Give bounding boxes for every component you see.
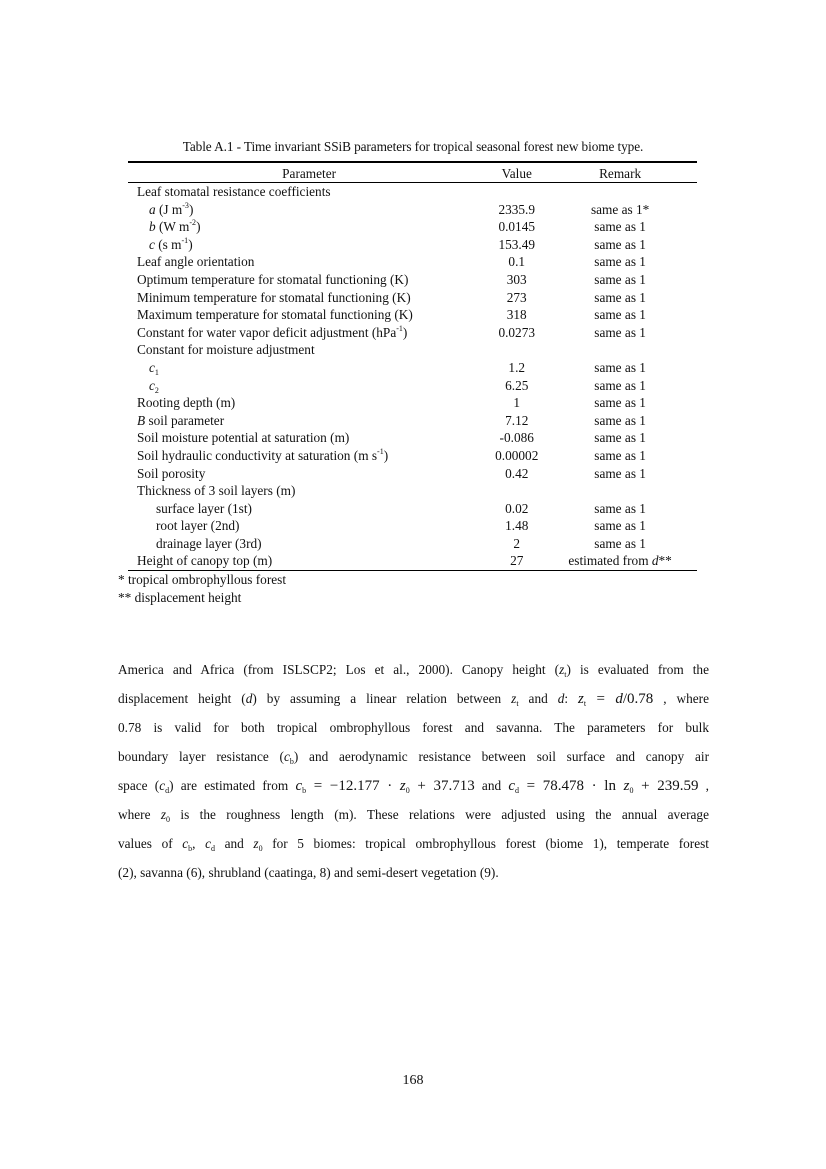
- row-param: Soil hydraulic conductivity at saturation (m $s^{-1}$): [137, 446, 389, 463]
- table-caption: Table A.1 - Time invariant SSiB parameters for tropical seasonal forest new biome type.: [182, 139, 644, 154]
- row-remark: same as 1: [594, 254, 646, 270]
- footnote: ** displacement height: [118, 590, 242, 605]
- header-parameter: Parameter: [282, 166, 337, 181]
- row-param: Height of canopy top (m): [137, 553, 273, 569]
- paragraph-line: space $(c_d)$ are estimated from $c_b = -12.177 \cdot z_0 + 37.713$ and $c_d = 78.478 \cdot \ln z_0 + 239.59$ ,: [118, 778, 709, 795]
- page-number: 168: [402, 1073, 424, 1088]
- row-remark: same as 1: [594, 412, 646, 428]
- equation-cd: $c_d = 78.478 \cdot \ln z_0 + 239.59$: [508, 778, 699, 795]
- table-row: [128, 359, 697, 377]
- paragraph-line: America and Africa (from ISLSCP2; Los et al., 2000). Canopy height $(z_t)$ is evaluated from the: [118, 662, 709, 679]
- row-param: a (J $m^{-3}$): [149, 200, 194, 217]
- row-value: 318: [506, 307, 527, 323]
- row-param: B soil parameter: [137, 412, 225, 428]
- row-param: root layer (2nd): [156, 518, 240, 534]
- row-param: b (W $m^{-2}$): [149, 218, 201, 235]
- table-row: [128, 253, 697, 271]
- table-row: [128, 289, 697, 307]
- row-value: 6.25: [505, 377, 529, 393]
- row-value: 0.0273: [498, 324, 536, 340]
- row-value: 1.48: [505, 518, 529, 534]
- row-param: surface layer (1st): [156, 500, 252, 516]
- row-param: Thickness of 3 soil layers (m): [137, 483, 296, 499]
- body-paragraph: [118, 655, 709, 887]
- table-row: [128, 412, 697, 430]
- table-row: [128, 552, 697, 570]
- table-footnotes: [118, 571, 286, 607]
- row-param: Constant for moisture adjustment: [137, 342, 315, 358]
- row-value: 27: [510, 553, 524, 569]
- parameter-table: [128, 161, 697, 571]
- row-param: Optimum temperature for stomatal functioning (K): [137, 271, 409, 287]
- row-value: 0.42: [505, 465, 529, 481]
- equation-canopy-height: $z_t = d/0.78$: [578, 691, 654, 708]
- row-value: 153.49: [498, 236, 536, 252]
- table-row: [128, 447, 697, 465]
- paragraph-line: boundary layer resistance $(c_b)$ and aerodynamic resistance between soil surface and canopy air: [118, 749, 709, 766]
- paragraph-line: displacement height (d) by assuming a linear relation between $z_t$ and d: $z_t = d/0.78$ , where: [118, 691, 709, 708]
- table-row: [128, 218, 697, 236]
- row-value: 7.12: [505, 412, 529, 428]
- row-value: 303: [506, 271, 527, 287]
- row-param: Soil porosity: [137, 465, 206, 481]
- table-row: [128, 324, 697, 342]
- row-remark: same as 1: [594, 535, 646, 551]
- row-value: [490, 341, 543, 359]
- row-param: Soil moisture potential at saturation (m): [137, 430, 350, 446]
- row-remark: same as 1: [594, 430, 646, 446]
- row-param: c (s $m^{-1}$): [149, 235, 193, 252]
- paragraph-line: values of $c_b$, $c_d$ and $z_0$ for 5 biomes: tropical ombrophyllous forest (biome 1), temperate forest: [118, 836, 709, 853]
- row-remark: same as 1: [594, 395, 646, 411]
- row-value: 2: [513, 535, 521, 551]
- row-param: Rooting depth (m): [137, 395, 236, 411]
- row-remark: same as 1: [594, 465, 646, 481]
- row-remark: same as 1*: [590, 201, 650, 217]
- table-row: [128, 377, 697, 395]
- table-row: [128, 394, 697, 412]
- row-value: 1: [513, 395, 521, 411]
- row-param: Constant for water vapor deficit adjustment (hPa$^{-1}$): [137, 323, 408, 340]
- table-row: [128, 271, 697, 289]
- row-value: 0.0145: [498, 219, 536, 235]
- row-remark: same as 1: [594, 500, 646, 516]
- row-param: $c_2$: [149, 377, 159, 395]
- row-remark: same as 1: [594, 219, 646, 235]
- row-remark: [543, 183, 697, 201]
- row-param: Minimum temperature for stomatal functioning (K): [137, 289, 411, 305]
- row-param: Leaf stomatal resistance coefficients: [137, 184, 331, 199]
- row-value: 0.02: [505, 500, 529, 516]
- row-value: 273: [506, 289, 527, 305]
- header-remark: Remark: [599, 166, 642, 181]
- table-row: [128, 306, 697, 324]
- paragraph-line: (2), savanna (6), shrubland (caatinga, 8) and semi-desert vegetation (9).: [118, 865, 499, 880]
- row-remark: [543, 482, 697, 500]
- paragraph-line: where $z_0$ is the roughness length (m). These relations were adjusted using the annual average: [118, 807, 709, 824]
- row-remark: same as 1: [594, 236, 646, 252]
- row-value: 0.1: [508, 254, 526, 270]
- equation-cb: $c_b = -12.177 \cdot z_0 + 37.713$: [295, 778, 475, 795]
- table-row: [128, 183, 697, 201]
- row-value: [490, 482, 543, 500]
- table-row: [128, 535, 697, 553]
- table-row: [128, 341, 697, 359]
- table-row: [128, 236, 697, 254]
- table-row: [128, 465, 697, 483]
- row-value: [490, 183, 543, 201]
- row-remark: same as 1: [594, 359, 646, 375]
- row-param: $c_1$: [149, 359, 159, 377]
- paragraph-line: 0.78 is valid for both tropical ombrophyllous forest and savanna. The parameters for bulk: [118, 720, 709, 735]
- table-row: [128, 500, 697, 518]
- row-value: 2335.9: [498, 201, 536, 217]
- row-value: 0.00002: [495, 447, 539, 463]
- row-remark: same as 1: [594, 289, 646, 305]
- row-value: -0.086: [499, 430, 534, 446]
- row-remark: [543, 341, 697, 359]
- table-row: [128, 482, 697, 500]
- row-param: Leaf angle orientation: [137, 254, 255, 270]
- row-remark: same as 1: [594, 271, 646, 287]
- header-value: Value: [501, 166, 532, 181]
- row-remark: same as 1: [594, 518, 646, 534]
- row-param: drainage layer (3rd): [156, 535, 262, 551]
- footnote: * tropical ombrophyllous forest: [118, 572, 287, 587]
- row-remark: estimated from d**: [568, 553, 672, 569]
- row-param: Maximum temperature for stomatal functioning (K): [137, 307, 413, 323]
- table-header-row: [128, 162, 697, 183]
- row-remark: same as 1: [594, 324, 646, 340]
- row-value: 1.2: [508, 359, 526, 375]
- table-row: [128, 429, 697, 447]
- table-row: [128, 201, 697, 219]
- table-row: [128, 517, 697, 535]
- row-remark: same as 1: [594, 377, 646, 393]
- row-remark: same as 1: [594, 447, 646, 463]
- row-remark: same as 1: [594, 307, 646, 323]
